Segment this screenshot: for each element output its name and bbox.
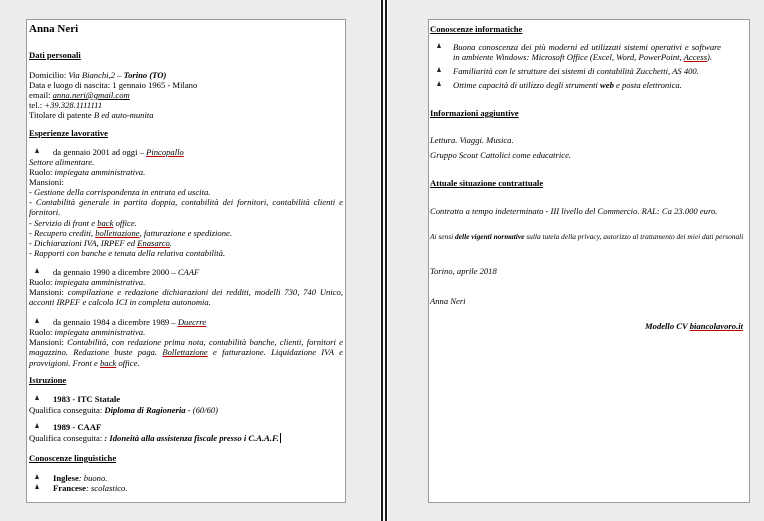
languages-heading: Conoscenze linguistiche: [29, 453, 117, 463]
job1-duty-1: - Gestione della corrispondenza in entrata ed uscita.: [29, 187, 211, 197]
page-divider: [380, 0, 388, 521]
bullet-icon: [437, 67, 441, 72]
footer-link[interactable]: biancolavoro.it: [689, 321, 743, 331]
cv-page-1: [26, 19, 346, 503]
extra-line-1: Lettura. Viaggi. Musica.: [430, 135, 514, 145]
email-line: email: anna.neri@gmail.com: [29, 90, 130, 100]
language-english: Inglese: buono.: [53, 473, 108, 483]
job1-duty-2: - Contabilità generale in partita doppia, contabilità dei fornitori, contabilità clienti e fornitori.: [29, 197, 343, 218]
privacy-consent: Ai sensi delle vigenti normative sulla tutela della privacy, autorizzo al trattamento dei miei dati personali: [430, 232, 744, 241]
place-date: Torino, aprile 2018: [430, 266, 497, 276]
it-skill-3: Ottime capacità di utilizzo degli strumenti web e posta elettronica.: [453, 80, 682, 90]
job2-duties: Mansioni: compilazione e redazione dichiarazioni dei redditi, modelli 730, 740 Unico, acconti IRPEF e calcolo ICI in completa autonomia.: [29, 287, 343, 308]
bullet-icon: [35, 474, 39, 479]
birth-line: Data e luogo di nascita: 1 gennaio 1965 - Milano: [29, 80, 198, 90]
job3-duties: Mansioni: Contabilità, con redazione prima nota, contabilità banche, clienti, fornitori e magazzino. Redazione buste paga. Bollettazione e fatturazione. Liquidazione IVA e provvigioni. Front e back office.: [29, 337, 343, 368]
job1-duty-5: - Dichiarazioni IVA, IRPEF ed Enasarco.: [29, 238, 172, 248]
job1-duty-3: - Servizio di front e back office.: [29, 218, 137, 228]
cv-page-2: [428, 19, 750, 503]
right-page: [388, 0, 764, 521]
extra-line-2: Gruppo Scout Cattolici come educatrice.: [430, 150, 572, 160]
signature: Anna Neri: [430, 296, 466, 306]
work-heading: Esperienze lavorative: [29, 128, 108, 138]
job2-period: da gennaio 1990 a dicembre 2000 – CAAF: [53, 267, 200, 277]
edu1-qualification: Qualifica conseguita: Diploma di Ragioneria - (60/60): [29, 405, 219, 415]
job1-role: Ruolo: impiegata amministrativa.: [29, 167, 146, 177]
job3-period: da gennaio 1984 a dicembre 1989 – Duecrre: [53, 317, 207, 327]
email-link[interactable]: anna.neri@gmail.com: [52, 90, 130, 100]
job1-period: da gennaio 2001 ad oggi – Pincopallo: [53, 147, 184, 157]
bullet-icon: [437, 43, 441, 48]
bullet-icon: [35, 318, 39, 323]
it-skill-1: Buona conoscenza dei più moderni ed utilizzati sistemi operativi e software in ambiente Windows: Microsoft Office (Excel, Word, PowerPoint, Access).: [453, 42, 721, 63]
extra-heading: Informazioni aggiuntive: [430, 108, 519, 118]
bullet-icon: [35, 484, 39, 489]
job1-sector: Settore alimentare.: [29, 157, 95, 167]
edu2-title: 1989 - CAAF: [53, 422, 102, 432]
edu2-qualification: Qualifica conseguita: : Idoneità alla assistenza fiscale presso i C.A.A.F.: [29, 433, 281, 443]
job2-role: Ruolo: impiegata amministrativa.: [29, 277, 146, 287]
job3-role: Ruolo: impiegata amministrativa.: [29, 327, 146, 337]
footer-credit: Modello CV biancolavoro.it: [645, 321, 743, 331]
contract-line: Contratto a tempo indeterminato - III livello del Commercio. RAL: Ca 23.000 euro.: [430, 206, 718, 216]
bullet-icon: [35, 268, 39, 273]
bullet-icon: [35, 148, 39, 153]
job1-duty-4: - Recupero crediti, bollettazione, fatturazione e spedizione.: [29, 228, 232, 238]
language-french: Francese: scolastico.: [53, 483, 128, 493]
left-page: [0, 0, 380, 521]
text-cursor: [280, 433, 281, 443]
license-line: Titolare di patente B ed auto-munita: [29, 110, 154, 120]
edu1-title: 1983 - ITC Statale: [53, 394, 121, 404]
bullet-icon: [35, 423, 39, 428]
bullet-icon: [35, 395, 39, 400]
education-heading: Istruzione: [29, 375, 67, 385]
job1-duty-6: - Rapporti con banche e tenuta della relativa contabilità.: [29, 248, 226, 258]
cv-name: Anna Neri: [29, 23, 79, 35]
job1-duties-label: Mansioni:: [29, 177, 64, 187]
tel-line: tel.: +39.328.1111111: [29, 100, 103, 110]
personal-heading: Dati personali: [29, 50, 81, 60]
bullet-icon: [437, 81, 441, 86]
contract-heading: Attuale situazione contrattuale: [430, 178, 544, 188]
it-skill-2: Familiarità con le strutture dei sistemi di contabilità Zucchetti, AS 400.: [453, 66, 699, 76]
address-line: Domicilio: Via Bianchi,2 – Torino (TO): [29, 70, 167, 80]
it-heading: Conoscenze informatiche: [430, 24, 523, 34]
